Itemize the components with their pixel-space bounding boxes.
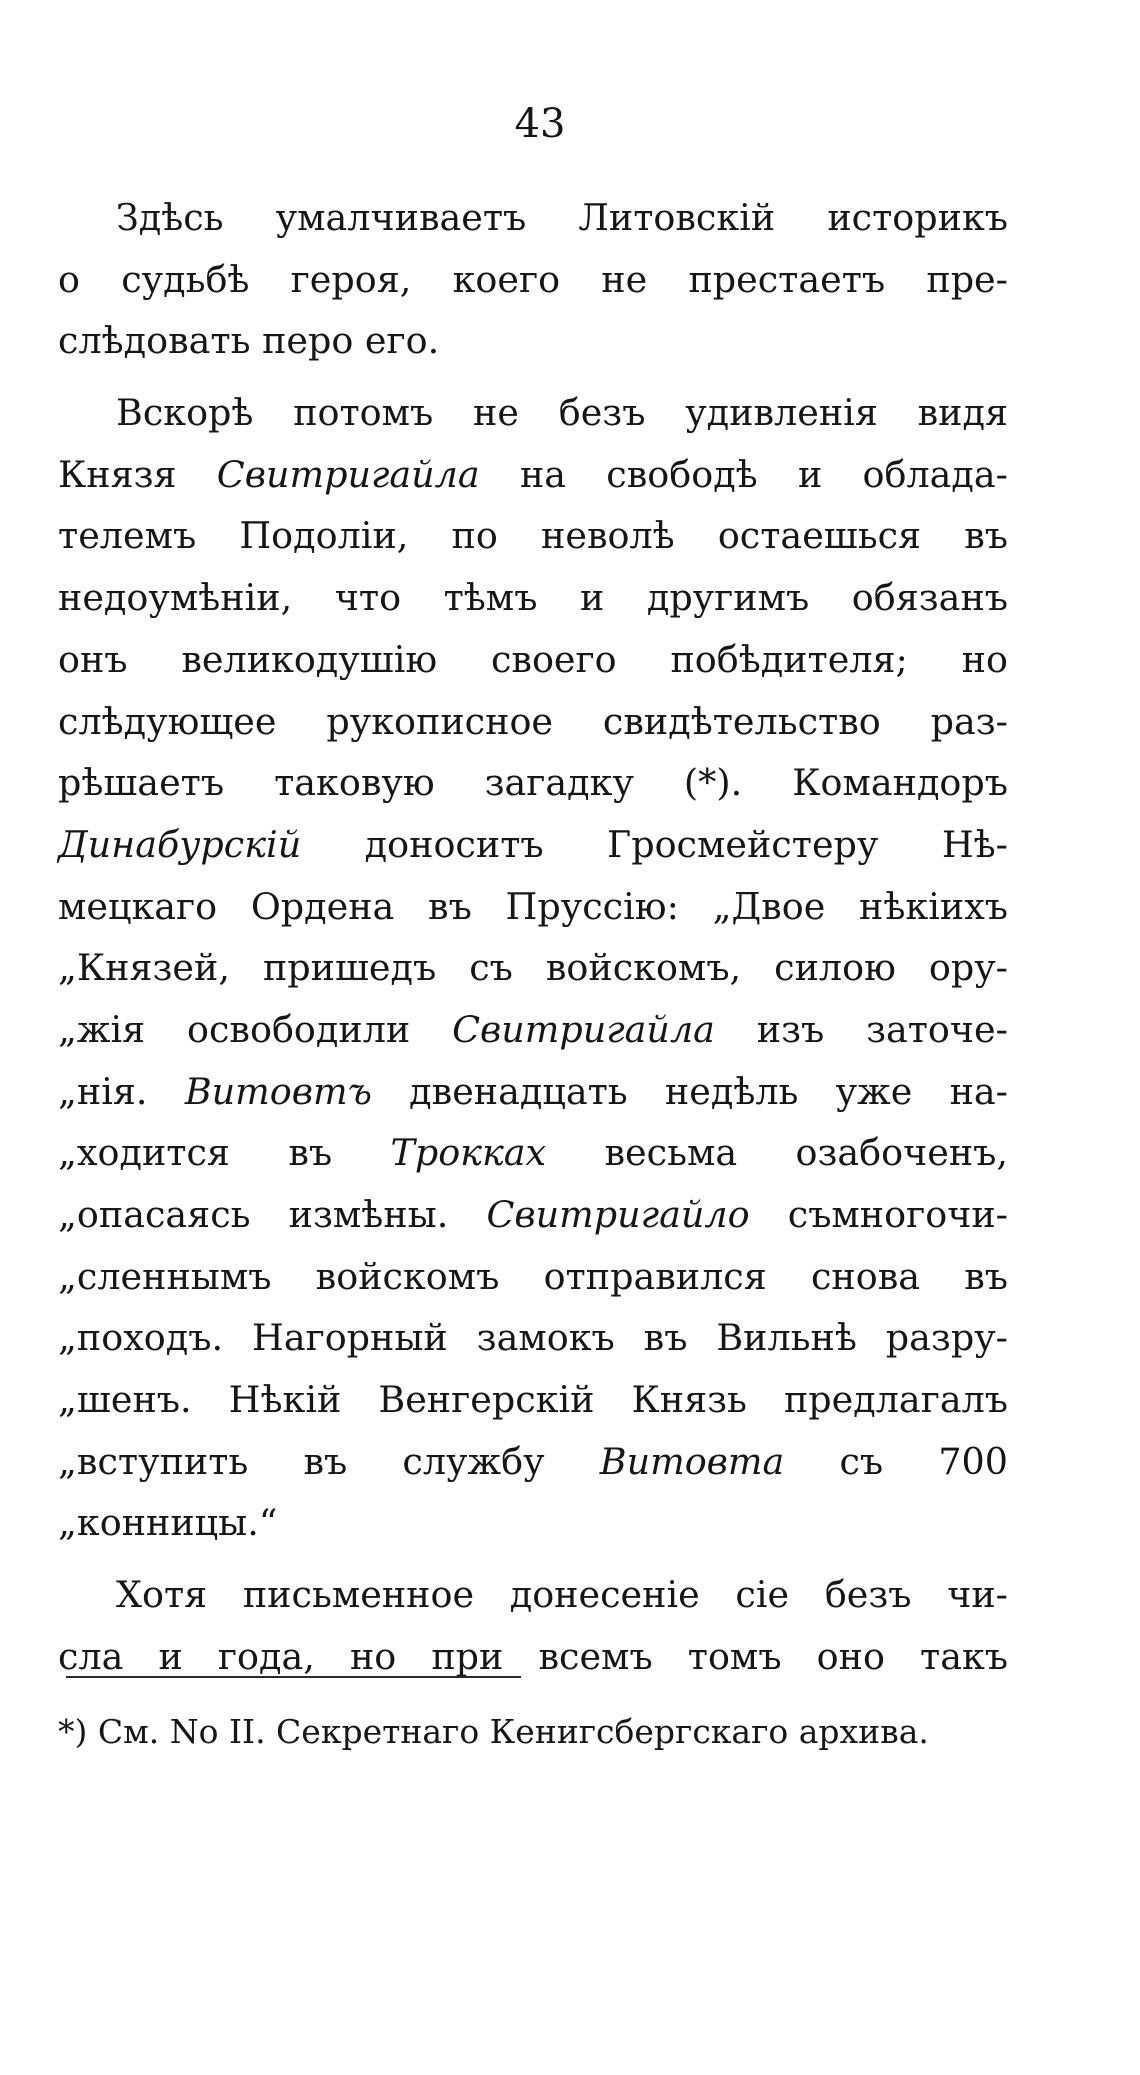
text-line: недоумѣніи, что тѣмъ и другимъ обязанъ: [58, 576, 1008, 620]
italic-name: Витовтъ: [184, 1069, 372, 1113]
italic-name: Трокках: [390, 1131, 547, 1175]
italic-name: Витовта: [599, 1439, 785, 1483]
text-line: „опасаясь измѣны. Свитригайло съмногочи-: [58, 1193, 1008, 1236]
text-line: „ходится въ Трокках весьма озабоченъ,: [58, 1131, 1008, 1175]
text-line: слѣдующее рукописное свидѣтельство раз-: [58, 699, 1008, 743]
text-line: „конницы.“: [58, 1501, 278, 1545]
text-line: Здѣсь умалчиваетъ Литовскій историкъ: [116, 196, 1008, 239]
text-line: сла и года, но при всемъ томъ оно такъ: [58, 1634, 1008, 1678]
text-line: рѣшаетъ таковую загадку (*). Командоръ: [58, 761, 1008, 805]
text-line: онъ великодушію своего побѣдителя; но: [58, 637, 1008, 681]
page-number: 43: [514, 101, 566, 147]
text-line: „сленнымъ войскомъ отправился снова въ: [58, 1254, 1008, 1298]
italic-name: Свитригайла: [452, 1007, 715, 1051]
text-line: телемъ Подоліи, по неволѣ остаешься въ: [58, 514, 1008, 558]
text-line: „нія. Витовтъ двенадцать недѣль уже на-: [58, 1069, 1008, 1113]
text-line: „вступить въ службу Витовта съ 700: [58, 1439, 1008, 1483]
body-text: [58, 187, 1008, 1688]
text-line: „шенъ. Нѣкій Венгерскій Князь предлагалъ: [58, 1378, 1008, 1422]
text-line: „Князей, пришедъ съ войскомъ, силою ору-: [58, 946, 1008, 990]
text-line: Князя Свитригайла на свободѣ и облада-: [58, 452, 1008, 496]
text-line: мецкаго Ордена въ Пруссію: „Двое нѣкіихъ: [58, 884, 1008, 928]
italic-name: Свитригайло: [486, 1193, 750, 1236]
italic-name: Свитригайла: [216, 452, 480, 496]
text-line: о судьбѣ героя, коего не престаетъ пре-: [58, 257, 1008, 301]
text-line: „жія освободили Свитригайла изъ заточе-: [58, 1007, 1008, 1051]
text-line: слѣдовать перо его.: [58, 319, 440, 363]
footnote-rule: [66, 1676, 521, 1678]
text-line: Динабурскій доноситъ Гросмейстеру Нѣ-: [58, 822, 1008, 866]
text-line: „походъ. Нагорный замокъ въ Вильнѣ разру-: [58, 1316, 1008, 1360]
text-line: Вскорѣ потомъ не безъ удивленія видя: [116, 391, 1008, 435]
italic-name: Динабурскій: [58, 822, 302, 866]
footnote: *) См. No II. Секретнаго Кенигсбергскаго архива.: [58, 1712, 929, 1751]
text-line: Хотя письменное донесеніе сіе безъ чи-: [116, 1573, 1008, 1617]
